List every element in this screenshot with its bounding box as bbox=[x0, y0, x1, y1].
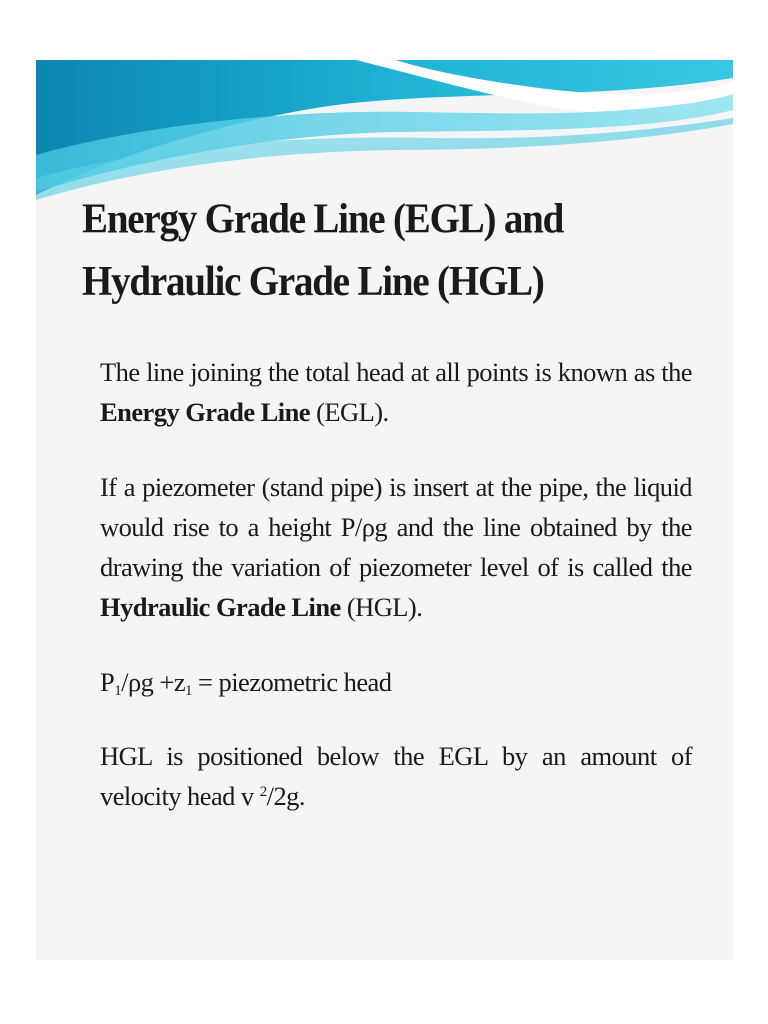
hgl-term: Hydraulic Grade Line bbox=[100, 592, 341, 623]
egl-term: Energy Grade Line bbox=[100, 397, 310, 428]
title-line-2: Hydraulic Grade Line (HGL) bbox=[82, 257, 544, 305]
slide-title bbox=[82, 188, 702, 313]
hgl-definition: If a piezometer (stand pipe) is insert at the pipe, the liquid would rise to a height P/ρg and the line obtained by the drawing the variation of piezometer level of is called the Hydraulic Grade Line (HGL). bbox=[100, 471, 692, 623]
title-line-1: Energy Grade Line (EGL) and bbox=[82, 195, 564, 242]
egl-definition: The line joining the total head at all points is known as the Energy Grade Line (EGL). bbox=[100, 357, 692, 428]
slide-body bbox=[100, 352, 692, 816]
piezometric-head-equation: $P_1/\rho g +z_1$ = piezometric head bbox=[100, 666, 392, 699]
wave-banner bbox=[36, 60, 733, 200]
slide bbox=[36, 60, 733, 960]
hgl-position-note: HGL is positioned below the EGL by an amount of velocity head v $^2$/2g. bbox=[100, 740, 692, 812]
